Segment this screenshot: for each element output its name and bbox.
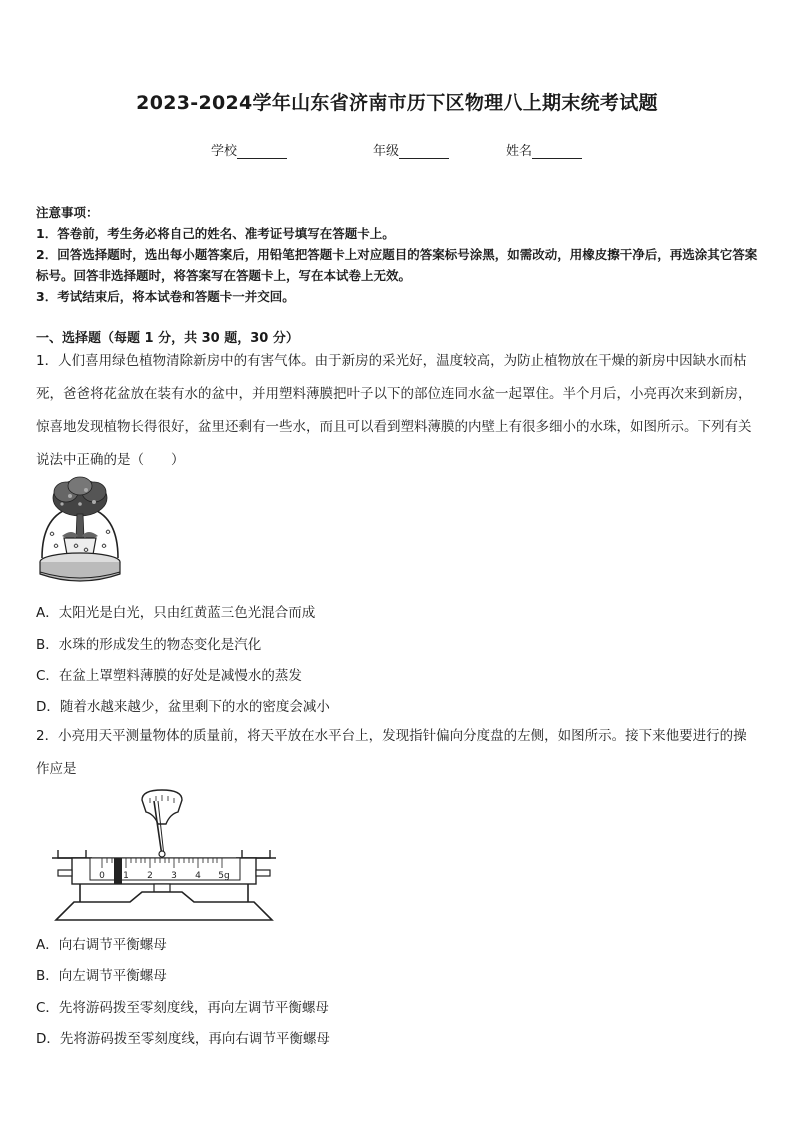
name-field[interactable] [506, 140, 582, 159]
question-1-stem: 1．人们喜用绿色植物清除新房中的有害气体。由于新房的采光好，温度较高，为防止植物放在干燥的新房中因缺水而枯死，爸爸将花盆放在装有水的盆中，并用塑料薄膜把叶子以下的部位连同水盆一起罩住。半个月后，小亮再次来到新房，惊喜地发现植物长得很好，盆里还剩有一些水，而且可以看到塑料薄膜的内壁上有很多细小的水珠，如图所示。下列有关说法中正确的是（ ） [36, 353, 752, 468]
grade-field[interactable] [373, 140, 449, 159]
scale-label-3: 3 [171, 871, 177, 881]
balance-scale-figure [50, 784, 280, 924]
notice-heading: 注意事项： [36, 205, 99, 220]
name-blank[interactable] [532, 145, 582, 159]
exam-title: 2023-2024学年山东省济南市历下区物理八上期末统考试题 [136, 92, 658, 114]
left-balance-nut[interactable] [58, 870, 72, 876]
question-1-option-b[interactable]: B．水珠的形成发生的物态变化是汽化 [36, 637, 262, 653]
notice-block [36, 202, 760, 307]
school-blank[interactable] [237, 145, 287, 159]
question-2-option-b[interactable]: B．向左调节平衡螺母 [36, 968, 167, 984]
grade-label: 年级 [373, 144, 400, 159]
notice-item-1: 1．答卷前，考生务必将自己的姓名、准考证号填写在答题卡上。 [36, 226, 395, 241]
name-label: 姓名 [506, 144, 533, 159]
rider-slider[interactable] [114, 858, 122, 884]
school-field[interactable] [211, 140, 287, 159]
section-title: 一、选择题（每题 1 分，共 30 题，30 分） [36, 331, 299, 346]
scale-label-4: 4 [195, 871, 201, 881]
scale-label-1: 1 [123, 871, 129, 881]
question-1-option-a[interactable]: A．太阳光是白光，只由红黄蓝三色光混合而成 [36, 605, 316, 621]
right-balance-nut[interactable] [256, 870, 270, 876]
question-2-stem: 2．小亮用天平测量物体的质量前，将天平放在水平台上，发现指针偏向分度盘的左侧，如图所示。接下来他要进行的操作应是 [36, 728, 747, 777]
question-2-option-a[interactable]: A．向右调节平衡螺母 [36, 937, 167, 953]
plant-under-film-figure [36, 476, 124, 590]
question-2-option-d[interactable]: D．先将游码拨至零刻度线，再向右调节平衡螺母 [36, 1031, 330, 1047]
notice-item-3: 3．考试结束后，将本试卷和答题卡一并交回。 [36, 289, 295, 304]
question-2-option-c[interactable]: C．先将游码拨至零刻度线，再向左调节平衡螺母 [36, 1000, 329, 1016]
question-1-option-d[interactable]: D．随着水越来越少，盆里剩下的水的密度会减小 [36, 699, 330, 715]
scale-label-0: 0 [99, 871, 105, 881]
scale-label-2: 2 [147, 871, 153, 881]
question-1-option-c[interactable]: C．在盆上罩塑料薄膜的好处是减慢水的蒸发 [36, 668, 302, 684]
grade-blank[interactable] [399, 145, 449, 159]
school-label: 学校 [211, 144, 238, 159]
notice-item-2: 2．回答选择题时，选出每小题答案后，用铅笔把答题卡上对应题目的答案标号涂黑，如需改动，用橡皮擦干净后，再选涂其它答案标号。回答非选择题时，将答案写在答题卡上，写在本试卷上无效。 [36, 247, 758, 283]
scale-label-5: 5g [218, 871, 230, 881]
